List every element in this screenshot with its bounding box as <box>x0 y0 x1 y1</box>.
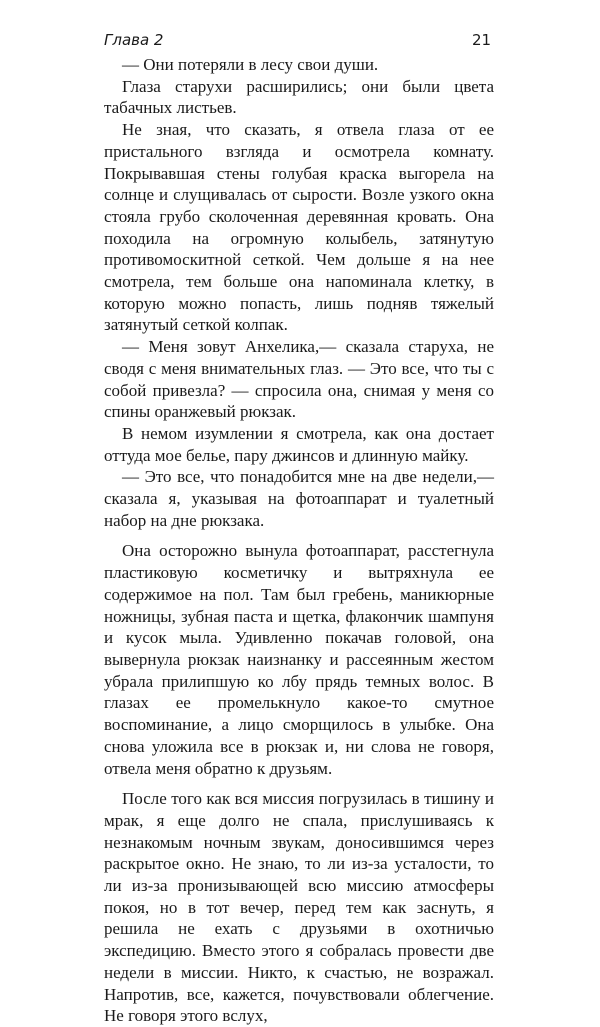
paragraph-1: — Они потеряли в лесу свои души. <box>122 55 379 74</box>
paragraph-8: После того как вся миссия погрузилась в тишину и мрак, я еще долго не спала, прислушиваясь к незнакомым ночным звукам, доносившимся через раскрытое окно. Не знаю, то ли из-за усталости, то ли из-за пронизывающей всю миссию атмосферы покоя, но в тот вечер, перед тем как заснуть, я решила не ехать с друзьями в охотничью экспедицию. Вместо этого я собралась провести две недели в миссии. Никто, к счастью, не возражал. Напротив, все, кажется, почувствовали облегчение. Не говоря этого вслух, <box>104 789 494 1026</box>
paragraph-6: — Это все, что понадобится мне на две недели,— сказала я, указывая на фотоаппарат и туалетный набор на дне рюкзака. <box>104 467 494 530</box>
paragraph-5: В немом изумлении я смотрела, как она достает оттуда мое белье, пару джинсов и длинную майку. <box>104 423 494 465</box>
chapter-header: Глава 2 <box>104 31 164 49</box>
page-number: 21 <box>472 31 492 49</box>
paragraph-4: — Меня зовут Анхелика,— сказала старуха, не сводя с меня внимательных глаз. — Это все, что ты с собой привезла? — спросила она, снимая у меня со спины оранжевый рюкзак. <box>104 337 494 422</box>
paragraph-7: Она осторожно вынула фотоаппарат, расстегнула пластиковую косметичку и вытряхнула ее содержимое на пол. Там был гребень, маникюрные ножницы, зубная паста и щетка, флакончик шампуня и кусок мыла. Удивленно покачав головой, она вывернула рюкзак наизнанку и рассеянным жестом убрала прилипшую ко лбу прядь темных волос. В глазах ее промелькнуло какое-то смутное воспоминание, а лицо сморщилось в улыбке. Она снова уложила все в рюкзак и, ни слова не говоря, отвела меня обратно к друзьям. <box>104 541 494 778</box>
body-text <box>104 54 494 1027</box>
paragraph-2: Глаза старухи расширились; они были цвета табачных листьев. <box>104 76 494 118</box>
paragraph-3: Не зная, что сказать, я отвела глаза от ее пристального взгляда и осмотрела комнату. Покрывавшая стены голубая краска выгорела на солнце и слущивалась от сырости. Возле узкого окна стояла грубо сколоченная деревянная кровать. Она походила на огромную колыбель, затянутую противомоскитной сеткой. Чем дольше я на нее смотрела, тем больше она напоминала клетку, в которую можно попасть, лишь подняв тяжелый затянутый сеткой колпак. <box>104 120 494 335</box>
